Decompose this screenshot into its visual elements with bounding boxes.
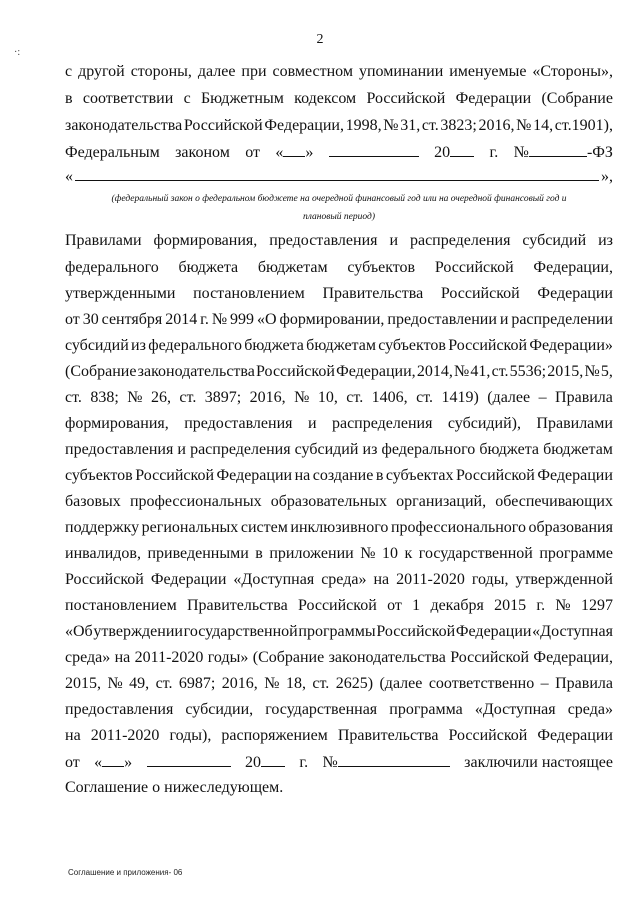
body-line [65, 362, 613, 382]
body-line [65, 388, 613, 408]
word: ст. [416, 389, 433, 406]
body-line [65, 518, 613, 538]
year-suffix: г. [489, 144, 499, 161]
word: ст. [312, 675, 330, 692]
word: 2011-2020 [396, 571, 465, 588]
word: совместном [272, 63, 353, 80]
body-line [65, 596, 613, 616]
text-line [65, 116, 613, 136]
word: 2625) [335, 675, 374, 692]
word: законодательства [65, 117, 183, 134]
word: законодательства [328, 649, 446, 666]
word: законом [175, 144, 230, 161]
word: ст. [421, 117, 439, 134]
order-date-line [65, 752, 613, 772]
quote-open: « [65, 168, 73, 185]
word: в [255, 545, 263, 562]
word: 1 [412, 597, 421, 614]
word: Правилами [65, 232, 142, 249]
year-suffix: г. [299, 754, 309, 771]
word: 1406, [371, 389, 408, 406]
body-line [65, 700, 613, 720]
word: 2011-2020 [90, 727, 160, 744]
word: от [245, 144, 261, 161]
word: соответственно [428, 675, 535, 692]
word: 31, [400, 117, 421, 134]
law-note-line-2: плановый период) [303, 212, 375, 222]
word: № [211, 311, 228, 328]
word: субъектов [347, 259, 416, 276]
word: профессионального [390, 519, 526, 536]
word: программе [539, 545, 613, 562]
word: 2014 [165, 311, 198, 328]
word: постановлением [65, 597, 177, 614]
word: в [375, 467, 384, 484]
word: 10, [317, 389, 338, 406]
word: «Стороны», [532, 63, 613, 80]
word: федерального [148, 337, 242, 354]
word: субсидий [294, 441, 359, 458]
year-field: 20 [245, 752, 285, 772]
word: при [241, 63, 267, 80]
word: от [65, 754, 80, 771]
word: далее [197, 63, 236, 80]
word: Федерации, [264, 117, 344, 134]
word: ст. [346, 389, 364, 406]
word: «Доступная [474, 701, 556, 718]
body-line [65, 492, 613, 512]
word: Федерации [537, 285, 613, 302]
word: поддержку [65, 519, 140, 536]
word: «Доступная [233, 571, 315, 588]
word: № [360, 545, 376, 562]
word: (Собрание [541, 90, 613, 107]
page-number: 2 [316, 32, 324, 47]
word: распределения [409, 232, 511, 249]
law-note-line-1: (федеральный закон о федеральном бюджете на очередной финансовый год или на очередной финансовый год и [111, 194, 567, 204]
word: Федерации [537, 727, 613, 744]
word: № [555, 597, 571, 614]
word: федерального [65, 259, 159, 276]
body-line [65, 622, 613, 642]
word: среда» [321, 571, 367, 588]
text-line [65, 89, 613, 109]
word: 18, [285, 675, 306, 692]
word: «Об [65, 623, 93, 640]
word: программы [298, 623, 376, 640]
word: № [294, 389, 310, 406]
word: 6987; [178, 675, 216, 692]
word: именуемые [449, 63, 527, 80]
body-line [65, 440, 613, 460]
word: 2014, [416, 363, 453, 380]
word: на [294, 467, 311, 484]
date-month-blank [147, 752, 231, 767]
word: региональных [141, 519, 239, 536]
word: № [516, 117, 532, 134]
body-line [65, 674, 613, 694]
word: Правила [555, 389, 613, 406]
word: на [65, 727, 81, 744]
word: Федерации [455, 623, 532, 640]
word: Российской [376, 623, 456, 640]
word: предоставления [269, 232, 378, 249]
body-line [65, 258, 613, 278]
word: г. [200, 311, 209, 328]
body-line [65, 310, 613, 330]
word: федерального [381, 441, 476, 458]
word: (далее [487, 389, 531, 406]
word: образования [528, 519, 613, 536]
word: утвержденной [515, 571, 613, 588]
word: утверждении [93, 623, 183, 640]
word: субсидии, [185, 701, 254, 718]
word: г. [536, 597, 546, 614]
word: Федерации, [533, 259, 613, 276]
word: 3823; [440, 117, 477, 134]
word: «Доступная [532, 623, 613, 640]
word: распределения [331, 415, 433, 432]
word: с [65, 63, 73, 80]
word: из [598, 232, 613, 249]
word: бюджетам [306, 337, 376, 354]
word: Правила [555, 675, 613, 692]
margin-mark: ·: [14, 47, 21, 58]
word: на [114, 649, 131, 666]
date-day-field: « » [94, 754, 133, 771]
word: № [584, 363, 600, 380]
word: ст. [65, 389, 82, 406]
word: Федерации, [533, 649, 613, 666]
word: 2015 [494, 597, 527, 614]
word: предоставления [65, 441, 174, 458]
word: приведенными [147, 545, 249, 562]
word: 2011-2020 [134, 649, 204, 666]
word: обеспечивающих [495, 493, 613, 510]
word: Федерации [455, 90, 532, 107]
word: субъектов [65, 467, 133, 484]
word: (Собрание [65, 363, 137, 380]
word: сентября [101, 311, 163, 328]
word: и [389, 232, 399, 249]
word: бюджетам [257, 259, 328, 276]
word: ст. [491, 363, 509, 380]
word: от [387, 597, 402, 614]
word: декабря [430, 597, 484, 614]
word: (далее [379, 675, 423, 692]
word: распределении [511, 311, 613, 328]
word: 1297 [580, 597, 613, 614]
word: 2016, [249, 389, 286, 406]
word: создание [312, 467, 374, 484]
word: субсидий [65, 337, 129, 354]
word: предоставления [65, 701, 174, 718]
word: субъектах [385, 467, 454, 484]
word: инклюзивного [290, 519, 389, 536]
word: 3897; [204, 389, 242, 406]
word: Правительства [186, 597, 288, 614]
word: инвалидов, [65, 545, 141, 562]
word: организаций, [396, 493, 487, 510]
word: с [183, 90, 191, 107]
word: стороны, [130, 63, 192, 80]
word: годы, [471, 571, 509, 588]
word: в [65, 90, 73, 107]
word: и [307, 415, 317, 432]
word: к [404, 545, 413, 562]
word: среда» [567, 701, 613, 718]
body-line [65, 284, 613, 304]
word: – [538, 389, 547, 406]
word: из [362, 441, 378, 458]
word: 2016, [221, 675, 258, 692]
body-line [65, 544, 613, 564]
word: Российской [448, 727, 528, 744]
word: Правительства [337, 727, 439, 744]
word: № [107, 675, 123, 692]
word: государственная [265, 701, 378, 718]
quote-close: », [601, 168, 613, 185]
word: Федерации [216, 467, 293, 484]
word: образовательных [270, 493, 387, 510]
word: Российской [366, 90, 446, 107]
word: 2016, [478, 117, 515, 134]
word: Федеральным [65, 144, 160, 161]
word: программа [389, 701, 463, 718]
word: ст. [155, 675, 173, 692]
word: № [264, 675, 280, 692]
body-line [65, 726, 613, 746]
word: Бюджетным [200, 90, 284, 107]
word: другой [78, 63, 125, 80]
word: 41, [470, 363, 491, 380]
word: 5, [600, 363, 613, 380]
word: распределения [190, 441, 291, 458]
word: Российской [450, 649, 530, 666]
word: № [383, 117, 399, 134]
word: № [453, 363, 470, 380]
word: субсидий [522, 232, 587, 249]
word: и [177, 441, 186, 458]
word: (Собрание [252, 649, 325, 666]
word: соответствии [82, 90, 174, 107]
law-title-line [65, 166, 613, 186]
order-number-field: № [323, 752, 450, 772]
date-month-blank [329, 142, 419, 157]
word: приложении [269, 545, 354, 562]
word: от [65, 311, 80, 328]
word: Российской [434, 259, 514, 276]
word: Российской [256, 363, 335, 380]
word: законодательства [137, 363, 255, 380]
word: формирования, [65, 415, 169, 432]
word: формировании, [279, 311, 385, 328]
word: постановлением [193, 285, 305, 302]
word: Федерации [150, 571, 227, 588]
word: 838; [90, 389, 119, 406]
date-day-field: « » [275, 144, 314, 161]
word: Правительства [322, 285, 424, 302]
word: ст.1901), [554, 117, 613, 134]
word: предоставлении [387, 311, 497, 328]
word: формирования, [153, 232, 258, 249]
text-line [65, 62, 613, 82]
word: кодексом [294, 90, 357, 107]
body-line [65, 570, 613, 590]
closing-line: Соглашение о нижеследующем. [65, 779, 284, 796]
word: – [540, 675, 549, 692]
word: 14, [533, 117, 554, 134]
word: 10 [381, 545, 398, 562]
law-number-field: № -ФЗ [513, 144, 613, 161]
word: Российской [440, 285, 520, 302]
law-reference-line [65, 142, 613, 162]
word: бюджетам [543, 441, 613, 458]
word: предоставления [184, 415, 293, 432]
word: 999 [230, 311, 255, 328]
word: государственной [183, 623, 298, 640]
trailing-text: заключили настоящее [464, 754, 613, 771]
word: бюджета [479, 441, 540, 458]
word: из [131, 337, 146, 354]
word: 1998, [345, 117, 382, 134]
word: Федерации [537, 467, 613, 484]
word: годы), [169, 727, 212, 744]
law-title-blank [75, 166, 599, 181]
word: Российской [183, 117, 263, 134]
word: субъектов [378, 337, 446, 354]
word: «О [256, 311, 277, 328]
word: 26, [150, 389, 171, 406]
year-field: 20 [434, 142, 474, 162]
word: Федерации» [529, 337, 613, 354]
body-line [65, 414, 613, 434]
word: Российской [448, 337, 528, 354]
word: Российской [65, 571, 144, 588]
body-line [65, 466, 613, 486]
word: бюджета [244, 337, 304, 354]
word: утвержденными [65, 285, 176, 302]
word: распоряжением [221, 727, 328, 744]
word: Правилами [536, 415, 613, 432]
word: упоминании [358, 63, 444, 80]
word: Российской [297, 597, 377, 614]
body-line [65, 336, 613, 356]
word: 2015, [547, 363, 584, 380]
word: 5536; [509, 363, 547, 380]
body-line [65, 648, 613, 668]
word: Федерации, [336, 363, 416, 380]
word: бюджета [178, 259, 239, 276]
word: и [499, 311, 509, 328]
word: 30 [82, 311, 99, 328]
word: годы» [207, 649, 249, 666]
word: базовых [65, 493, 121, 510]
word: 49, [129, 675, 150, 692]
body-line [65, 231, 613, 251]
word: Российской [135, 467, 215, 484]
word: № [127, 389, 143, 406]
word: профессиональных [129, 493, 262, 510]
word: субсидий), [447, 415, 521, 432]
word: на [373, 571, 390, 588]
word: ст. [179, 389, 197, 406]
footer-label: Соглашение и приложения- 06 [68, 868, 183, 877]
word: 1419) [441, 389, 479, 406]
word: среда» [65, 649, 111, 666]
word: систем [240, 519, 288, 536]
word: 2015, [65, 675, 101, 692]
word: Российской [456, 467, 535, 484]
word: государственной [418, 545, 533, 562]
